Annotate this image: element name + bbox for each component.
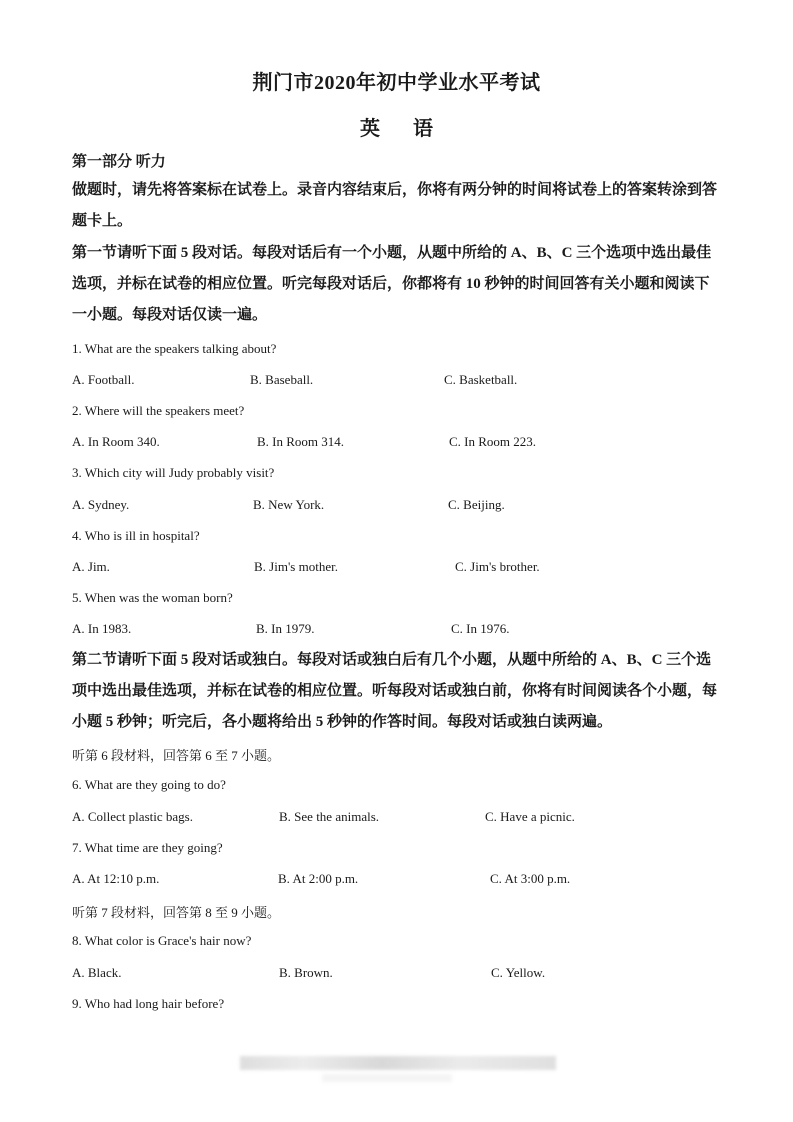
q7-option-a: A. At 12:10 p.m.: [72, 871, 160, 886]
material-6-note: 听第 6 段材料，回答第 6 至 7 小题。: [72, 748, 281, 763]
q4-option-c: C. Jim's brother.: [455, 559, 540, 574]
q8-option-c: C. Yellow.: [491, 965, 546, 980]
q1-option-a: A. Football.: [72, 372, 135, 387]
question-6: 6. What are they going to do?: [72, 777, 226, 792]
question-4: 4. Who is ill in hospital?: [72, 528, 200, 543]
q1-option-c: C. Basketball.: [444, 372, 518, 387]
q4-option-b: B. Jim's mother.: [254, 559, 338, 574]
q6-option-a: A. Collect plastic bags.: [72, 809, 193, 824]
q4-option-a: A. Jim.: [72, 559, 110, 574]
q1-option-b: B. Baseball.: [250, 372, 314, 387]
q5-option-a: A. In 1983.: [72, 621, 132, 636]
q2-option-b: B. In Room 314.: [257, 434, 345, 449]
question-3: 3. Which city will Judy probably visit?: [72, 465, 275, 480]
q3-option-b: B. New York.: [253, 497, 325, 512]
exam-title: 荆门市2020年初中学业水平考试: [252, 72, 541, 94]
q7-option-b: B. At 2:00 p.m.: [278, 871, 359, 886]
section2-instructions: 第二节请听下面 5 段对话或独白。每段对话或独白后有几个小题，从题中所给的 A、B、C 三个选项中选出最佳选项，并标在试卷的相应位置。听每段对话或独白前，你将有时间阅读各个小题，每小题 5 秒钟；听完后，各小题将给出 5 秒钟的作答时间。每段对话或独白读两遍。: [72, 652, 718, 730]
q5-option-b: B. In 1979.: [256, 621, 315, 636]
q2-option-c: C. In Room 223.: [449, 434, 537, 449]
question-5: 5. When was the woman born?: [72, 590, 233, 605]
question-2: 2. Where will the speakers meet?: [72, 403, 245, 418]
subject-title: 英 语: [360, 118, 447, 140]
question-8: 8. What color is Grace's hair now?: [72, 933, 252, 948]
question-7: 7. What time are they going?: [72, 840, 223, 855]
material-7-note: 听第 7 段材料，回答第 8 至 9 小题。: [72, 905, 281, 920]
q8-option-b: B. Brown.: [279, 965, 333, 980]
question-1: 1. What are the speakers talking about?: [72, 341, 277, 356]
question-9: 9. Who had long hair before?: [72, 996, 225, 1011]
q8-option-a: A. Black.: [72, 965, 122, 980]
q6-option-b: B. See the animals.: [279, 809, 380, 824]
q2-option-a: A. In Room 340.: [72, 434, 160, 449]
footer-watermark-sub: [322, 1074, 452, 1082]
part1-label: 第一部分 听力: [72, 154, 166, 170]
footer-watermark: [240, 1056, 556, 1070]
part1-intro: 做题时，请先将答案标在试卷上。录音内容结束后，你将有两分钟的时间将试卷上的答案转涂到答题卡上。: [72, 182, 718, 229]
q3-option-a: A. Sydney.: [72, 497, 130, 512]
q7-option-c: C. At 3:00 p.m.: [490, 871, 571, 886]
q5-option-c: C. In 1976.: [451, 621, 510, 636]
q6-option-c: C. Have a picnic.: [485, 809, 575, 824]
section1-instructions: 第一节请听下面 5 段对话。每段对话后有一个小题，从题中所给的 A、B、C 三个选项中选出最佳选项，并标在试卷的相应位置。听完每段对话后，你都将有 10 秒钟的时间回答有关小题和阅读下一小题。每段对话仅读一遍。: [72, 245, 712, 323]
q3-option-c: C. Beijing.: [448, 497, 505, 512]
